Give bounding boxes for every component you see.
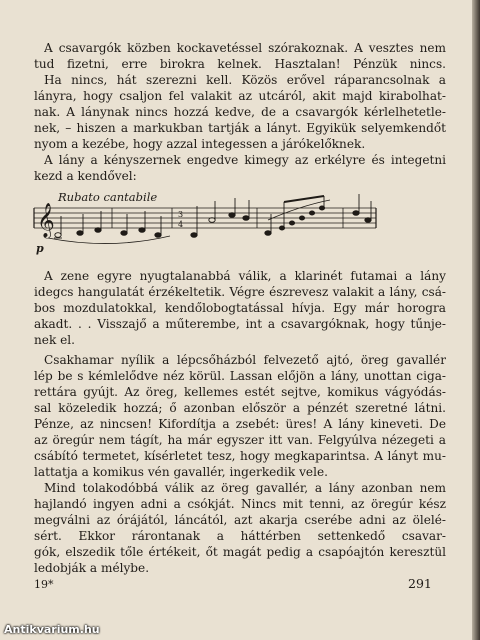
text-line: A lány a kényszernek engedve kimegy az erkélyre és integetni (44, 153, 446, 167)
text-line: az öregúr nem tágít, ha már egyszer itt van. Felgyúlva nézegeti a (34, 433, 446, 447)
text-line: Ha nincs, hát szerezni kell. Közös erővel ráparancsolnak a (44, 73, 446, 87)
text-line: nyom a kezébe, hogy azzal integessen a járókelőknek. (34, 137, 366, 151)
tempo-marking: Rubato cantabile (58, 190, 158, 204)
text-line: lép be s kémlelődve néz körül. Lassan előjön a lány, unottan ciga- (34, 369, 446, 383)
text-line: akadt. . . Visszajő a műterembe, int a csavargóknak, hogy tűnje- (34, 317, 446, 331)
text-line: csábító termetet, kísérletet tesz, hogy megkaparintsa. A lányt mu- (34, 449, 446, 463)
page-number: 291 (408, 576, 432, 591)
text-line: Csakhamar nyílik a lépcsőházból felvezető ajtó, öreg gavallér (44, 353, 446, 367)
text-line: sal közeledik hozzá; ő azonban először a pénzét szeretné látni. (34, 401, 446, 415)
text-line: Mind tolakodóbbá válik az öreg gavallér, a lány azonban nem (44, 481, 446, 495)
page-edge (472, 0, 480, 640)
text-line: nek, – hiszen a markukban tartják a lányt. Egyikük selyemkendőt (34, 121, 446, 135)
watermark: Antikvarium.hu (4, 623, 100, 636)
text-line: bos mozdulatokkal, kendőlobogtatással hívja. Egy már horogra (34, 301, 446, 315)
dynamic-marking: p (36, 242, 44, 255)
text-line: nak. A lánynak nincs hozzá kedve, de a csavargók kérlelhetetle- (34, 105, 446, 119)
text-line: gók, elszedik tőle értékeit, őt magát pedig a csapóajtón keresztül (34, 545, 446, 559)
text-line: megválni az órájától, láncától, azt akarja cserébe adni az ölelé- (34, 513, 446, 527)
text-line: rettára gyújt. Az öreg, kellemes estét sejtve, komikus vágyódás- (34, 385, 446, 399)
text-line: tud fizetni, erre birokra kelnek. Hasztalan! Pénzük nincs. (34, 57, 446, 71)
text-line: sért. Ekkor rárontanak a háttérben settenkedő csavar- (34, 529, 446, 543)
text-line: A zene egyre nyugtalanabbá válik, a klarinét futamai a lány (44, 269, 446, 283)
signature-mark: 19* (34, 578, 54, 591)
svg-text:4: 4 (178, 220, 184, 229)
text-line: idegcs hangulatát érzékeltetik. Végre észrevesz valakit a lány, csá- (34, 285, 446, 299)
text-line: A csavargók közben kockavetéssel szórakoznak. A vesztes nem (44, 41, 446, 55)
svg-text:𝄞: 𝄞 (37, 203, 55, 238)
text-line: lattatja a komikus vén gavallér, ingerkedik vele. (34, 465, 328, 479)
music-staff-excerpt (0, 186, 472, 260)
text-line: lányra, hogy csaljon fel valakit az utcáról, akit majd kirabolhat- (34, 89, 446, 103)
svg-text:3: 3 (178, 210, 184, 219)
text-line: kezd a kendővel: (34, 169, 137, 183)
text-line: Pénze, az nincsen! Kifordítja a zsebét: üres! A lány kineveti. De (34, 417, 446, 431)
text-line: nek el. (34, 333, 75, 347)
text-line: hajlandó ingyen adni a csókját. Nincs mit tenni, az öregúr kész (34, 497, 446, 511)
text-line: ledobják a mélybe. (34, 561, 150, 575)
